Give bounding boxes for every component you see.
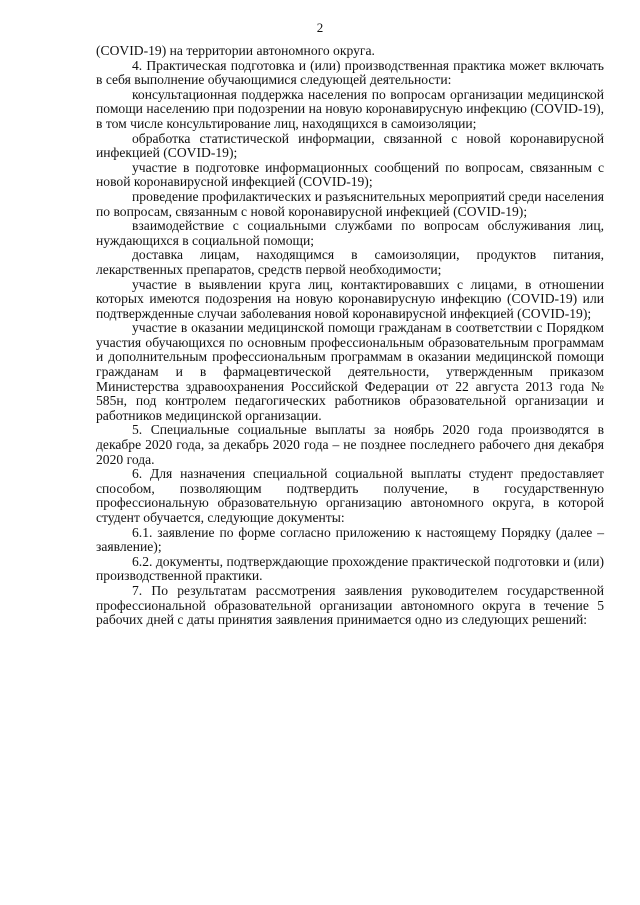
paragraph: 6.2. документы, подтверждающие прохождение практической подготовки и (или) производственной практики.	[96, 553, 604, 584]
paragraph: 6.1. заявление по форме согласно приложению к настоящему Порядку (далее – заявление);	[96, 524, 604, 555]
paragraph: доставка лицам, находящимся в самоизоляции, продуктов питания, лекарственных препаратов, средств первой необходимости;	[96, 247, 604, 277]
paragraph: (COVID-19) на территории автономного округа.	[96, 43, 375, 58]
document-body	[96, 44, 604, 628]
paragraph: обработка статистической информации, связанной с новой коронавирусной инфекцией (COVID-19);	[96, 130, 604, 161]
paragraph: 5. Специальные социальные выплаты за ноябрь 2020 года производятся в декабре 2020 года, за декабрь 2020 года – не позднее последнего рабочего дня декабря 2020 года.	[96, 422, 604, 467]
paragraph: взаимодействие с социальными службами по вопросам обслуживания лиц, нуждающихся в социальной помощи;	[96, 218, 604, 248]
paragraph: участие в подготовке информационных сообщений по вопросам, связанным с новой коронавирусной инфекцией (COVID-19);	[96, 159, 604, 190]
paragraph: участие в выявлении круга лиц, контактировавших с лицами, в отношении которых имеются подозрения на новую коронавирусную инфекцию (COVID-19) или подтвержденные случаи заболевания новой коронавирусной инфекцией (COVID-19);	[96, 276, 604, 321]
paragraph: 7. По результатам рассмотрения заявления руководителем государственной профессиональной образовательной организации автономного округа в течение 5 рабочих дней с даты принятия заявления принимается одно из следующих решений:	[96, 582, 604, 628]
paragraph: участие в оказании медицинской помощи гражданам в соответствии с Порядком участия обучающихся по основным профессиональным образовательным программам и дополнительным профессиональным программам в оказании медицинской помощи гражданам и в фармацевтической деятельности, утвержденным приказом Министерства здравоохранения Российской Федерации от 22 августа 2013 года № 585н, под контролем педагогических работников образовательной организации и работников медицинской организации.	[96, 320, 604, 423]
paragraph: 6. Для назначения специальной социальной выплаты студент предоставляет способом, позволяющим подтвердить получение, в государственную профессиональную образовательную организацию автономного округа, в которой студент обучается, следующие документы:	[96, 466, 604, 525]
page-number: 2	[316, 20, 324, 35]
paragraph: проведение профилактических и разъяснительных мероприятий среди населения по вопросам, связанным с новой коронавирусной инфекцией (COVID-19);	[96, 188, 604, 219]
paragraph: консультационная поддержка населения по вопросам организации медицинской помощи населению при подозрении на новую коронавирусную инфекцию (COVID-19), в том числе консультирование лиц, находящихся в самоизоляции;	[96, 86, 604, 131]
paragraph: 4. Практическая подготовка и (или) производственная практика может включать в себя выполнение обучающимися следующей деятельности:	[96, 57, 604, 88]
